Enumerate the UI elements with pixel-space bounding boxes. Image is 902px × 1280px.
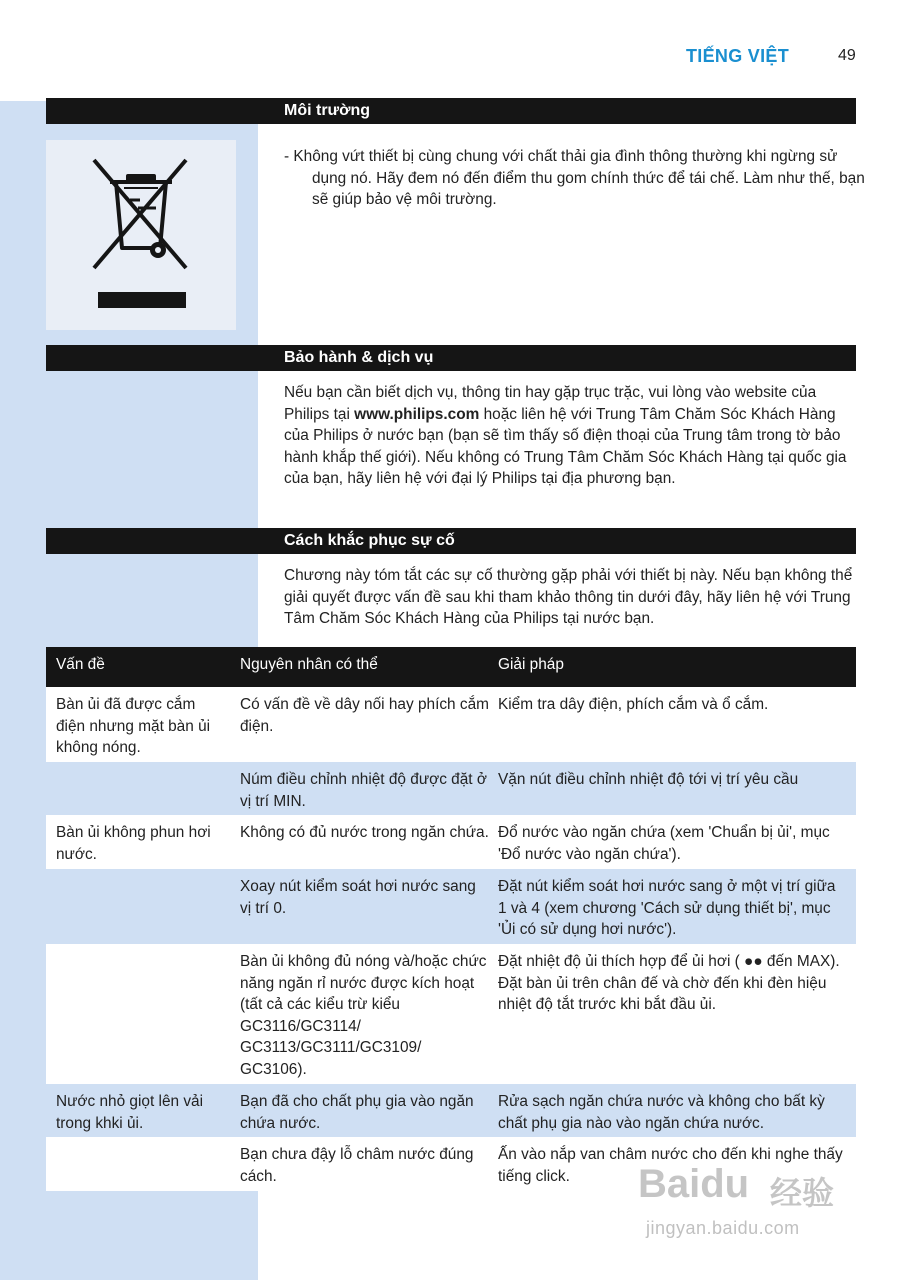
warranty-text-post: hoặc liên hệ với Trung Tâm Chăm Sóc Khách Hàng của Philips ở nước bạn (bạn sẽ tìm thấy số điện thoại của Trung tâm trong tờ bảo hành khắp thế giới). Nếu không có Trung Tâm Chăm Sóc Khách Hàng tại quốc gia của bạn, hãy liên hệ với đại lý Philips tại địa phương bạn.: [284, 405, 847, 487]
section-bar-environment: [46, 98, 856, 124]
section-title-troubleshooting: Cách khắc phục sự cố: [284, 532, 455, 549]
crossed-out-wheelie-bin-icon: [46, 140, 236, 330]
section-bar-warranty: [46, 345, 856, 371]
watermark-sub: 经验: [770, 1174, 835, 1212]
table-header: [46, 647, 856, 687]
problem-cell: Nước nhỏ giọt lên vải trong khki ủi.: [56, 1093, 204, 1132]
section-bar-troubleshooting: [46, 528, 856, 554]
warranty-text: [284, 382, 854, 490]
solution-cell: Đặt nút kiểm soát hơi nước sang ở một vị trí giữa 1 và 4 (xem chương 'Cách sử dụng thiết bị', mục 'Ủi có sử dụng hơi nước').: [498, 878, 836, 938]
baidu-watermark: [620, 1140, 860, 1250]
recycling-icon-box: [46, 140, 236, 330]
solution-cell: Ấn vào nắp van châm nước cho đến khi nghe thấy tiếng click.: [498, 1146, 843, 1185]
table-row: [46, 869, 856, 944]
table-row: [46, 815, 856, 869]
cause-cell: Không có đủ nước trong ngăn chứa.: [240, 824, 489, 841]
problem-cell: Bàn ủi không phun hơi nước.: [56, 824, 211, 863]
solution-cell: Kiểm tra dây điện, phích cắm và ổ cắm.: [498, 696, 769, 713]
solution-cell: Đặt nhiệt độ ủi thích hợp để ủi hơi ( ●● đến MAX). Đặt bàn ủi trên chân đế và chờ đến khi đèn hiệu nhiệt độ tắt trước khi bắt đầu ủi.: [498, 953, 840, 1013]
section-title-warranty: Bảo hành & dịch vụ: [284, 349, 434, 366]
table-row: [46, 944, 856, 1084]
table-row: [46, 687, 856, 762]
cause-cell: Có vấn đề về dây nối hay phích cắm điện.: [240, 696, 489, 735]
cause-cell: Xoay nút kiểm soát hơi nước sang vị trí 0.: [240, 878, 476, 917]
section-title-environment: Môi trường: [284, 102, 371, 119]
cause-cell: Núm điều chỉnh nhiệt độ được đặt ở vị trí MIN.: [240, 771, 487, 810]
warranty-text-pre: Nếu bạn cần biết dịch vụ, thông tin hay gặp trục trặc, vui lòng vào website của Philips tại: [284, 384, 817, 423]
philips-website-link[interactable]: www.philips.com: [354, 405, 480, 423]
header-solution: Giải pháp: [498, 656, 564, 673]
header-problem: Vấn đề: [56, 656, 105, 673]
solution-cell: Rửa sạch ngăn chứa nước và không cho bất kỳ chất phụ gia nào vào ngăn chứa nước.: [498, 1093, 825, 1132]
solution-cell: Vặn nút điều chỉnh nhiệt độ tới vị trí yêu cầu: [498, 771, 799, 788]
header-cause: Nguyên nhân có thể: [240, 656, 378, 673]
watermark-url: jingyan.baidu.com: [646, 1218, 800, 1238]
cause-cell: Bạn đã cho chất phụ gia vào ngăn chứa nước.: [240, 1093, 474, 1132]
troubleshooting-table: [46, 647, 856, 1191]
problem-cell: Bàn ủi đã được cắm điện nhưng mặt bàn ủi không nóng.: [56, 696, 211, 756]
solution-cell: Đổ nước vào ngăn chứa (xem 'Chuẩn bị ủi', mục 'Đổ nước vào ngăn chứa').: [498, 824, 830, 863]
cause-cell: Bạn chưa đậy lỗ châm nước đúng cách.: [240, 1146, 474, 1185]
troubleshooting-intro: Chương này tóm tắt các sự cố thường gặp phải với thiết bị này. Nếu bạn không thể giải quyết được vấn đề sau khi tham khảo thông tin dưới đây, hãy liên hệ với Trung Tâm Chăm Sóc Khách Hàng của Philips tại nước bạn.: [284, 567, 853, 627]
table-row: [46, 1084, 856, 1137]
page-number: 49: [838, 47, 856, 64]
environment-text: - Không vứt thiết bị cùng chung với chất thải gia đình thông thường khi ngừng sử dụng nó. Hãy đem nó đến điểm thu gom chính thức để tái chế. Làm như thế, bạn sẽ giúp bảo vệ môi trường.: [284, 148, 865, 208]
watermark-brand: Baidu: [638, 1162, 750, 1206]
language-header: TIẾNG VIỆT: [686, 46, 790, 66]
cause-cell: Bàn ủi không đủ nóng và/hoặc chức năng ngăn rỉ nước được kích hoạt (tất cả các kiểu trừ kiểu GC3116/GC3114/ GC3113/GC3111/GC3109/ GC3106).: [240, 953, 487, 1078]
table-row: [46, 762, 856, 815]
